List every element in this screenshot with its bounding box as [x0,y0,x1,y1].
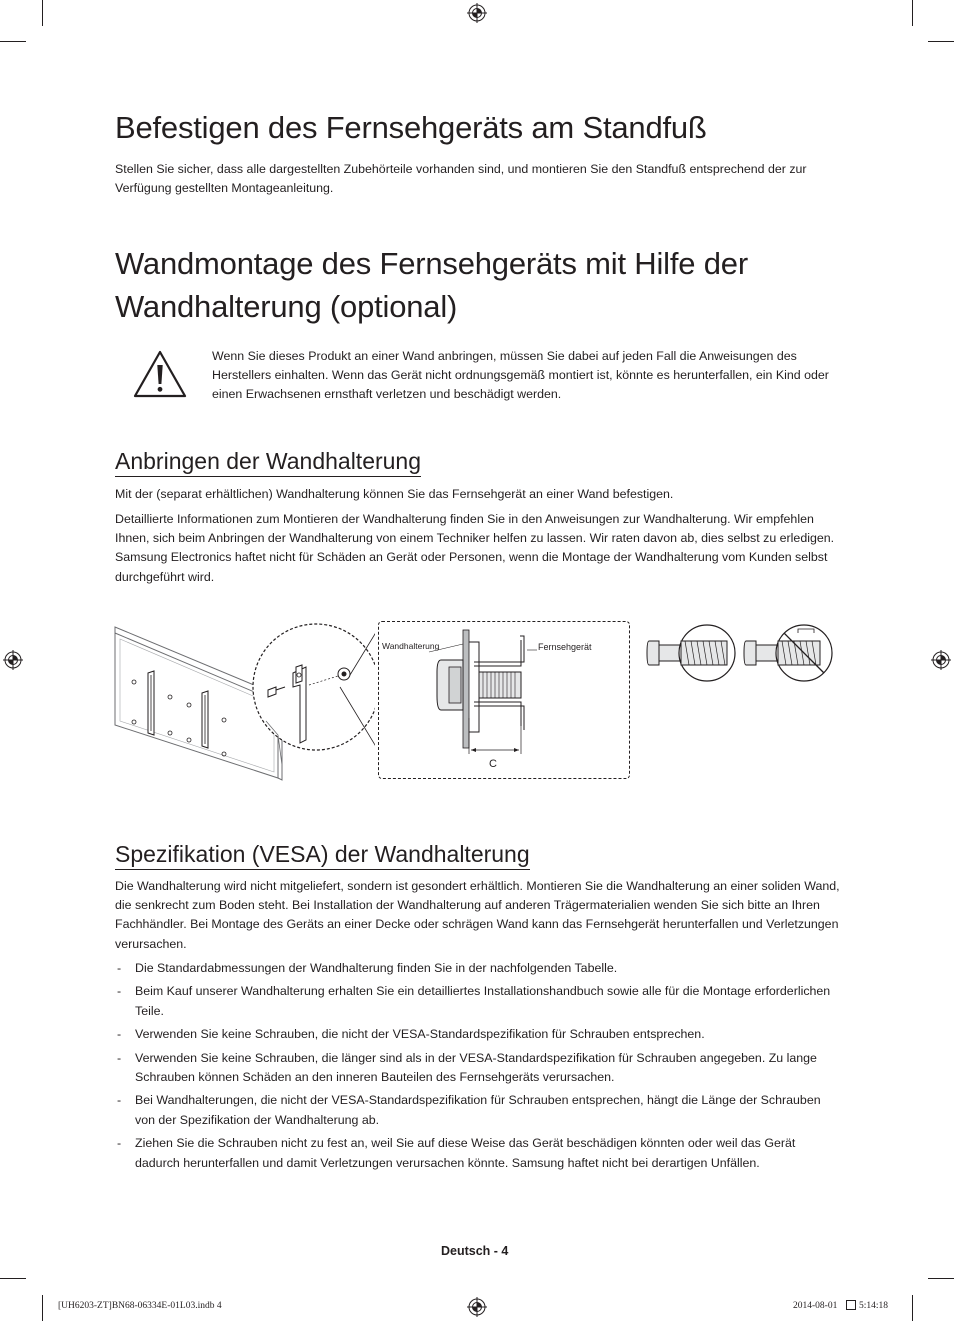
print-time-glyph [846,1300,856,1310]
bullet-text: Bei Wandhalterungen, die nicht der VESA-Standardspezifikation für Schrauben entsprechen, hängt die Länge der Schrauben von der Spezifikation der Wandhalterung ab. [135,1093,821,1127]
registration-mark-icon [931,650,951,670]
registration-mark-icon [3,650,23,670]
print-date: 2014-08-01 [793,1301,838,1311]
bullet-text: Die Standardabmessungen der Wandhalterung finden Sie in der nachfolgenden Tabelle. [135,961,618,975]
list-item [115,1049,833,1088]
bullet-dash: - [117,1050,122,1065]
tv-back-wall-mount-illustration [110,615,375,795]
attach-text-2: Detaillierte Informationen zum Montieren der Wandhalterung finden Sie in den Anweisungen zur Wandhalterung. Wir empfehlen Ihnen, sich beim Anbringen der Wandhalterung von einem Techniker helfen zu lassen. Wir raten davon ab, dies selbst zu erledigen. Samsung Electronics haftet nicht für Schäden an Gerät oder Personen, wenn die Montage der Wandhalterung vom Kunden selbst durchgeführt wird. [115,512,835,584]
label-c: C [489,758,497,770]
bullet-text: Verwenden Sie keine Schrauben, die länger sind als in der VESA-Standardspezifikation für Schrauben angegeben. Zu lange Schrauben können Schäden an den inneren Bauteilen des Fernsehgeräts verursachen. [135,1050,817,1085]
registration-mark-icon [467,1297,487,1317]
section-title-wall-mount-line2: Wandhalterung (optional) [115,289,458,324]
registration-mark-icon [467,3,487,23]
bullet-text: Verwenden Sie keine Schrauben, die nicht der VESA-Standardspezifikation für Schrauben entsprechen. [135,1027,705,1042]
print-file-info: [UH6203-ZT]BN68-06334E-01L03.indb 4 [58,1301,222,1311]
label-wall-mount: Wandhalterung [382,641,440,651]
print-time: 5:14:18 [859,1301,889,1311]
stand-text: Stellen Sie sicher, dass alle dargestellten Zubehörteile vorhanden sind, und montieren Sie den Standfuß entsprechend der zur Verfügung gestellten Montageanleitung. [115,162,807,196]
section-title-stand: Befestigen des Fernsehgeräts am Standfuß [115,110,707,145]
crop-mark [912,0,913,26]
screw-not-ok-icon [742,623,834,683]
screw-ok-icon [645,623,737,683]
bullet-dash: - [117,1136,122,1151]
warning-triangle-icon [132,349,188,399]
section-title-wall-mount-line1: Wandmontage des Fernsehgeräts mit Hilfe der [115,246,748,281]
list-item [115,1025,833,1044]
list-item [115,1134,833,1173]
vesa-text: Die Wandhalterung wird nicht mitgeliefert, sondern ist gesondert erhältlich. Montieren Sie die Wandhalterung an einer soliden Wand, die senkrecht zum Boden steht. Bei Installation der Wandhalterung auf anderen Trägermaterialien wenden Sie sich bitte an Ihren Fachhändler. Bei Montage des Geräts an einer Decke oder schrägen Wand kann das Fernsehgerät herunterfallen und Verletzungen verursachen. [115,879,840,951]
crop-mark [0,41,26,42]
list-item [115,959,833,978]
crop-mark [42,0,43,26]
warning-text: Wenn Sie dieses Produkt an einer Wand anbringen, müssen Sie dabei auf jeden Fall die Anweisungen des Herstellers einhalten. Wenn das Gerät nicht ordnungsgemäß montiert ist, könnte es herunterfallen, ein Kind oder einen Erwachsenen ernsthaft verletzen und beschädigt werden. [212,349,829,402]
bullet-dash: - [117,984,122,999]
crop-mark [912,1295,913,1321]
crop-mark [928,1278,954,1279]
vesa-bullet-list [115,959,833,1177]
subsection-title-attach: Anbringen der Wandhalterung [115,447,421,477]
attach-text-1: Mit der (separat erhältlichen) Wandhalterung können Sie das Fernsehgerät an einer Wand befestigen. [115,487,674,501]
list-item [115,982,833,1021]
bullet-text: Beim Kauf unserer Wandhalterung erhalten Sie ein detailliertes Installationshandbuch sowie alle für die Montage erforderlichen Teile. [135,984,831,1018]
crop-mark [928,41,954,42]
list-item [115,1091,833,1130]
page-number: Deutsch - 4 [441,1244,509,1258]
subsection-title-vesa: Spezifikation (VESA) der Wandhalterung [115,840,530,870]
bullet-dash: - [117,1027,122,1042]
bullet-dash: - [117,1093,122,1108]
bullet-text: Ziehen Sie die Schrauben nicht zu fest an, weil Sie auf diese Weise das Gerät beschädigen könnten oder weil das Gerät dadurch herunterfallen und damit Verletzungen verursachen könnte. Samsung haftet nicht bei derartigen Unfällen. [135,1136,796,1170]
crop-mark [0,1278,26,1279]
bullet-dash: - [117,961,122,975]
label-tv: Fernsehgerät [538,642,592,652]
crop-mark [42,1295,43,1321]
